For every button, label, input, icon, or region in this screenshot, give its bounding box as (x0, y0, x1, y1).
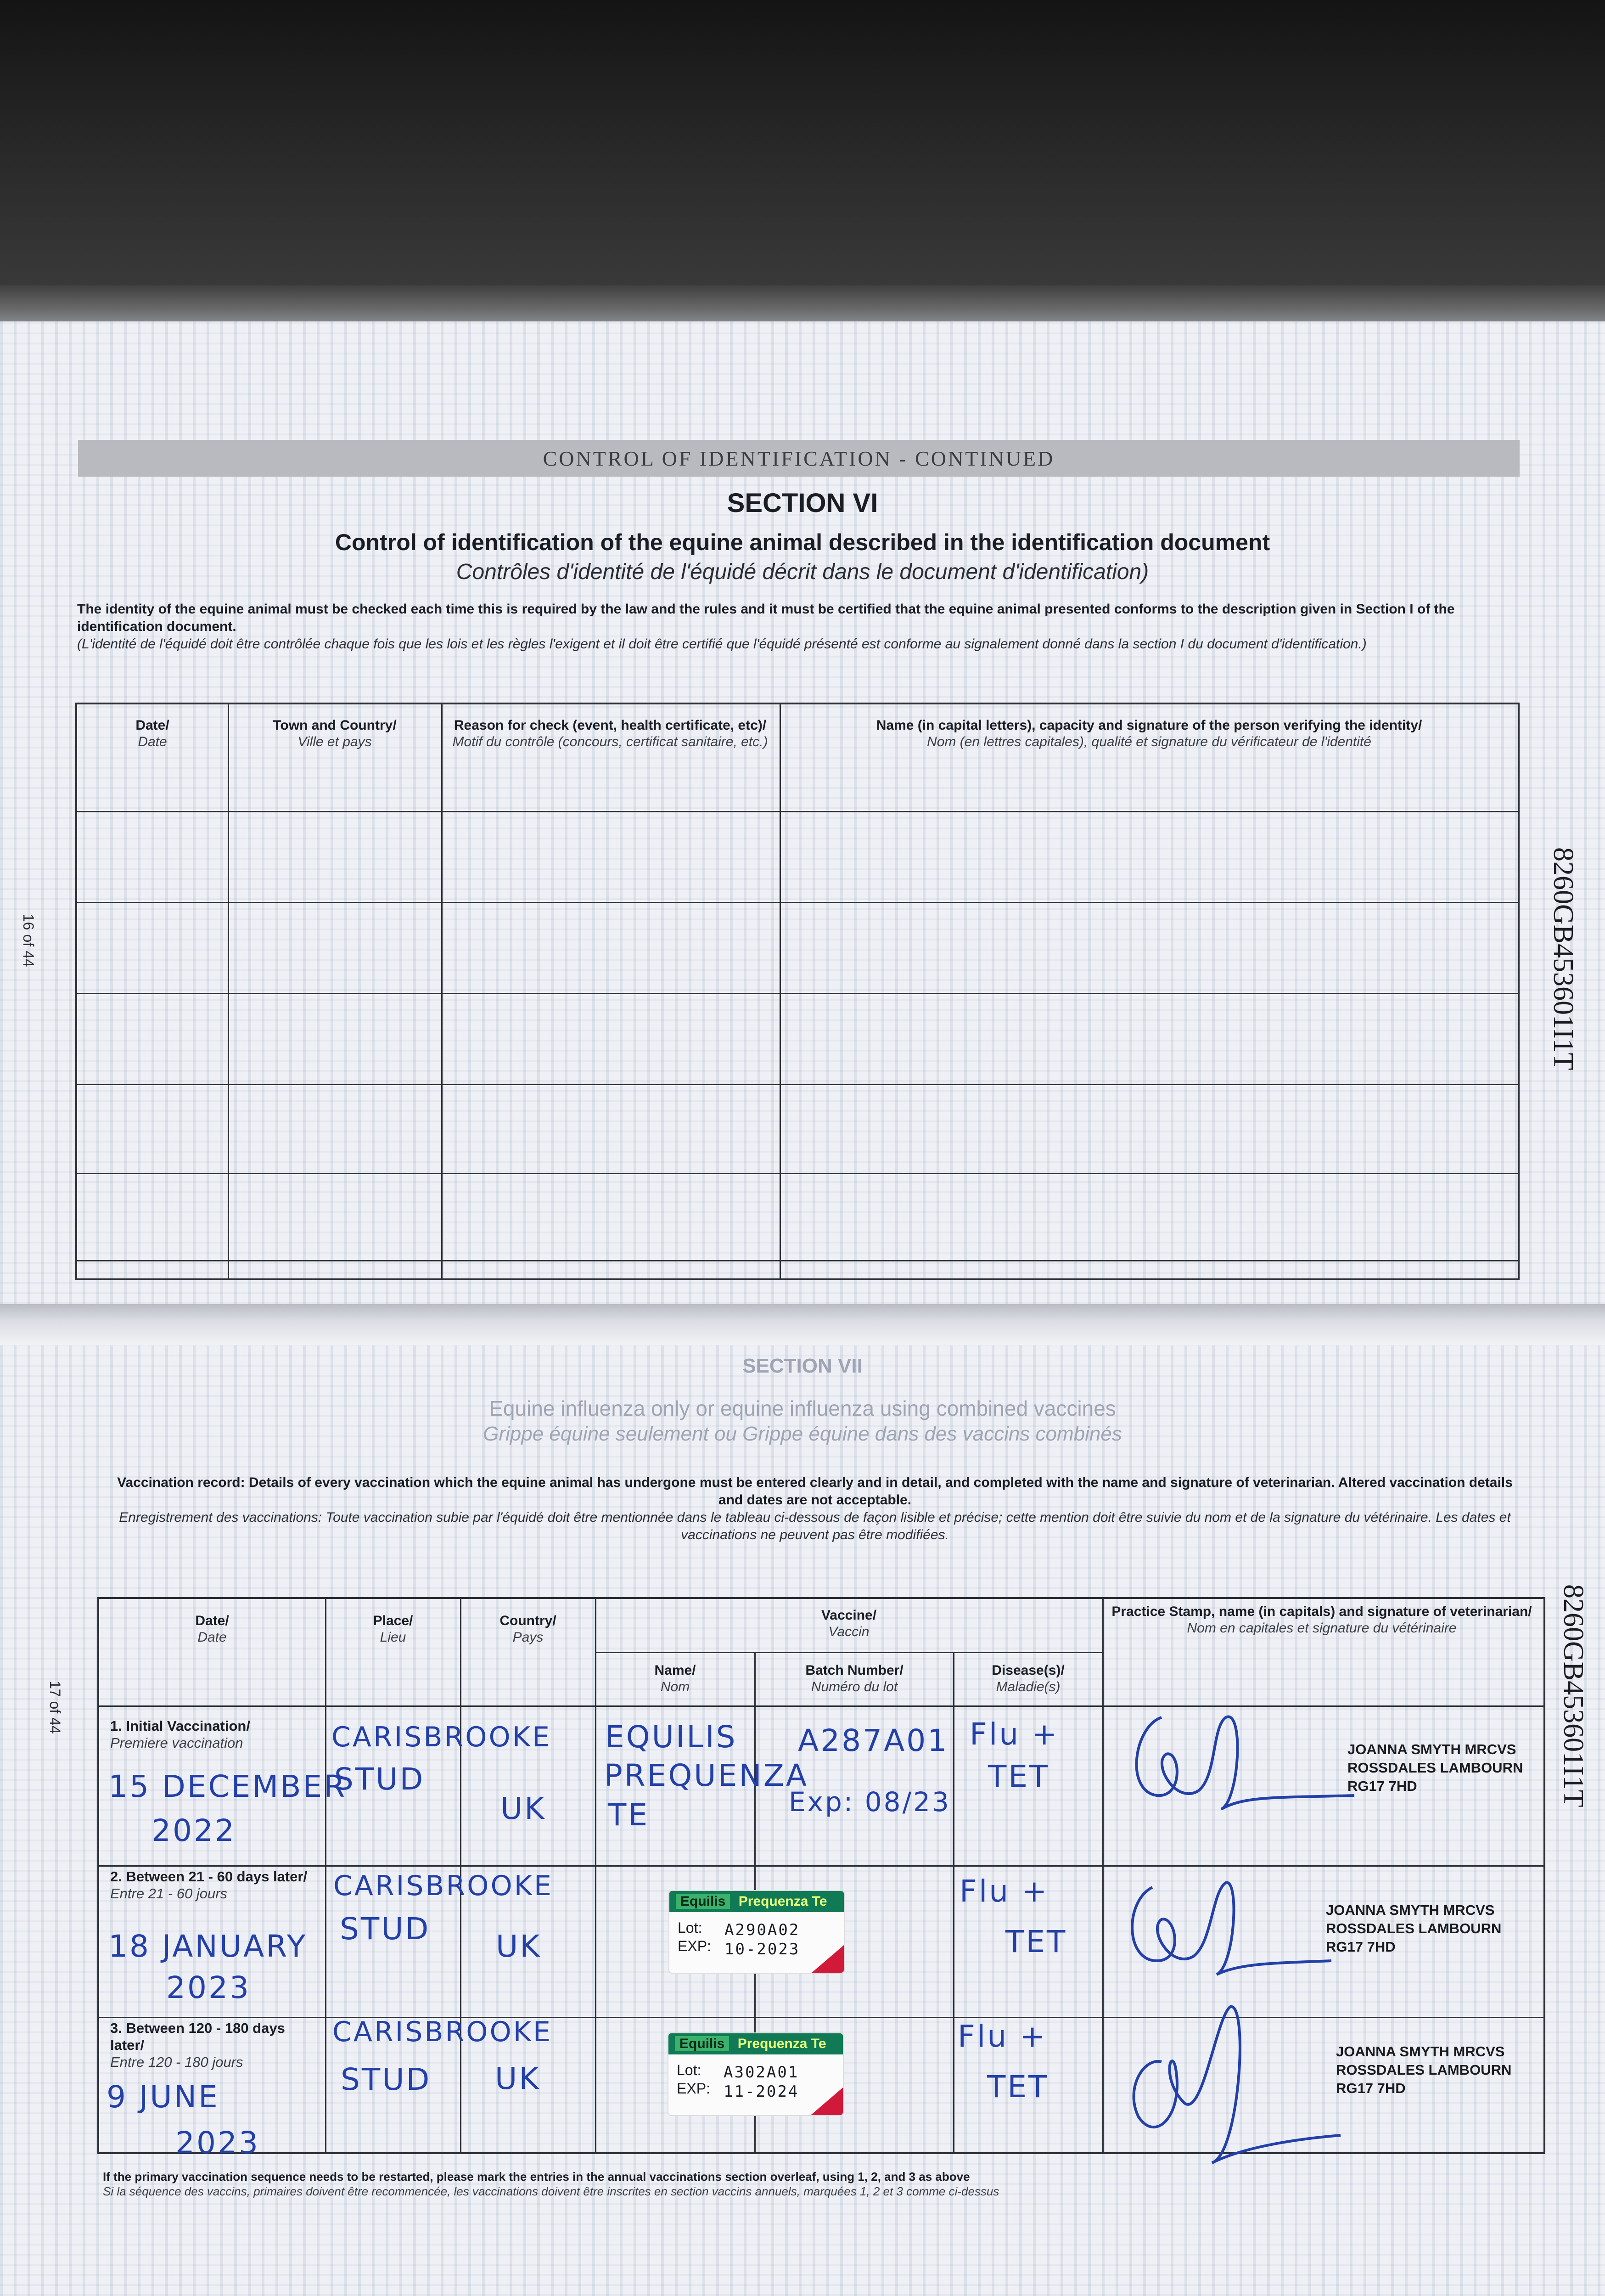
col-date: Date/ Date (135, 718, 169, 749)
sticker-exp: 11-2024 (724, 2082, 799, 2101)
row1-year: 2022 (152, 1813, 236, 1848)
vacc-instruction-en: Vaccination record: Details of every vaccination which the equine animal has undergone must be entered clearly and in detail, and completed with the name and signature of veterinarian. Altered vaccination details and dates are not acceptable. (117, 1475, 1513, 1508)
row2-vet-signature (1102, 1869, 1341, 1988)
sticker-product: Prequenza Te (737, 2036, 826, 2051)
sticker-brand: Equilis (676, 1894, 730, 1909)
row3-vet-stamp: JOANNA SMYTH MRCVS ROSSDALES LAMBOURN RG17 7HD (1336, 2043, 1512, 2096)
row3-country: UK (495, 2061, 541, 2096)
col-place: Place/ Lieu (373, 1613, 413, 1645)
row3-vaccine-sticker: Equilis Prequenza Te Lot: EXP: A302A01 11-2024 (668, 2033, 843, 2115)
row1-expiry: Exp: 08/23 (789, 1786, 951, 1818)
section7-instructions (106, 1474, 1524, 1544)
section6-title-fr: Contrôles d'identité de l'équidé décrit dans le document d'identification) (456, 560, 1149, 584)
row2-vaccine-sticker: Equilis Prequenza Te Lot: EXP: A290A02 10-2023 (669, 1891, 844, 1973)
page-number-17: 17 of 44 (47, 1681, 63, 1734)
row3-disease: Flu + (958, 2019, 1047, 2054)
row1-place: CARISBROOKE (331, 1721, 551, 1753)
row2-date: 18 JANUARY (108, 1929, 308, 1964)
footnote-fr: Si la séquence des vaccins, primaires doivent être recommencée, les vaccinations doivent être inscrites en section vaccins annuels, marquées 1, 2 et 3 comme ci-dessus (103, 2184, 999, 2198)
sticker-exp: 10-2023 (724, 1940, 800, 1958)
row3-disease-2: TET (987, 2069, 1049, 2105)
row3-place-2: STUD (341, 2062, 432, 2097)
sticker-lot: A302A01 (724, 2063, 799, 2082)
col-reason: Reason for check (event, health certificate, etc)/ Motif du contrôle (concours, certificat sanitaire, etc.) (452, 718, 768, 749)
sticker-product: Prequenza Te (738, 1894, 827, 1909)
section6-heading: SECTION VI (727, 488, 878, 518)
vacc-instruction-fr: Enregistrement des vaccinations: Toute vaccination subie par l'équidé doit être mentionnée dans le tableau ci-dessous de façon lisible et précise; cette mention doit être suivie du nom et de la signature du vétérinaire. Les dates et vaccinations ne peuvent pas être modifiées. (119, 1510, 1511, 1542)
side-code-bottom: 8260GB453601I1T (1558, 1584, 1589, 1807)
page-edge (0, 285, 1605, 326)
page-number-16: 16 of 44 (20, 914, 37, 967)
row3-vet-signature (1093, 1998, 1350, 2167)
page-fold (0, 1304, 1605, 1345)
row2-vet-stamp: JOANNA SMYTH MRCVS ROSSDALES LAMBOURN RG17 7HD (1326, 1902, 1502, 1955)
row3-label: 3. Between 120 - 180 days later/ Entre 120 - 180 jours (110, 2020, 285, 2070)
row2-place-2: STUD (340, 1911, 431, 1947)
row1-label: 1. Initial Vaccination/ Premiere vaccination (110, 1718, 250, 1751)
col-date: Date/ Date (195, 1613, 229, 1645)
section7-title: Equine influenza only or equine influenza using combined vaccines (489, 1396, 1116, 1420)
section7-heading: SECTION VII (742, 1355, 863, 1377)
col-disease: Disease(s)/ Maladie(s) (992, 1663, 1065, 1694)
section6-title: Control of identification of the equine animal described in the identification document (335, 529, 1270, 555)
row1-vet-signature (1106, 1699, 1364, 1832)
sticker-lot: A290A02 (724, 1921, 800, 1939)
col-country: Country/ Pays (499, 1613, 556, 1645)
col-stamp: Practice Stamp, name (in capitals) and signature of veterinarian/ Nom en capitales et signature du vétérinaire (1111, 1604, 1532, 1636)
row2-disease: Flu + (960, 1874, 1049, 1909)
col-batch: Batch Number/ Numéro du lot (805, 1663, 904, 1694)
row3-date: 9 JUNE (107, 2079, 219, 2115)
instruction-en: The identity of the equine animal must be checked each time this is required by the law and the rules and it must be certified that the equine animal presented conforms to the description given in Section I of the identification document. (77, 602, 1455, 634)
sticker-brand: Equilis (675, 2036, 729, 2051)
col-verifier: Name (in capital letters), capacity and signature of the person verifying the identity/ Nom (en lettres capitales), qualité et signature du vérificateur de l'identité (876, 718, 1422, 749)
row1-vaccine: EQUILIS (605, 1719, 737, 1755)
col-town-country: Town and Country/ Ville et pays (273, 718, 397, 749)
row1-vaccine-2: PREQUENZA (604, 1758, 809, 1793)
footnote-en: If the primary vaccination sequence needs to be restarted, please mark the entries in the annual vaccinations section overleaf, using 1, 2, and 3 as above (103, 2170, 970, 2183)
section-banner: CONTROL OF IDENTIFICATION - CONTINUED (78, 440, 1520, 477)
background-dark (0, 0, 1605, 294)
row2-year: 2023 (166, 1970, 251, 2005)
identity-check-table (75, 703, 1520, 1280)
row2-country: UK (496, 1929, 542, 1964)
col-vaccine-name: Name/ Nom (654, 1663, 696, 1694)
row3-year: 2023 (175, 2125, 260, 2161)
row1-disease: Flu + (970, 1716, 1059, 1752)
col-vaccine: Vaccine/ Vaccin (821, 1608, 877, 1639)
row2-disease-2: TET (1005, 1924, 1067, 1959)
instruction-fr: (L'identité de l'équidé doit être contrôlée chaque fois que les lois et les règles l'exigent et il doit être certifié que l'équidé présenté est conforme au signalement donné dans la section I du document d'identification.) (77, 636, 1367, 652)
row1-vaccine-3: TE (608, 1797, 650, 1833)
section7-title-fr: Grippe équine seulement ou Grippe équine dans des vaccins combinés (483, 1423, 1122, 1445)
row1-vet-stamp: JOANNA SMYTH MRCVS ROSSDALES LAMBOURN RG17 7HD (1347, 1741, 1523, 1794)
row3-place: CARISBROOKE (332, 2016, 552, 2048)
row2-place: CARISBROOKE (333, 1870, 553, 1902)
row1-date: 15 DECEMBER (108, 1769, 347, 1804)
row1-place-2: STUD (334, 1761, 425, 1797)
row2-label: 2. Between 21 - 60 days later/ Entre 21 - 60 jours (110, 1868, 308, 1902)
vaccination-footnote (103, 2169, 1480, 2199)
side-code-top: 8260GB453601I1T (1548, 847, 1579, 1070)
row1-batch: A287A01 (798, 1723, 949, 1758)
row1-disease-2: TET (988, 1759, 1050, 1794)
row1-country: UK (500, 1791, 546, 1826)
section6-instructions (77, 601, 1505, 653)
